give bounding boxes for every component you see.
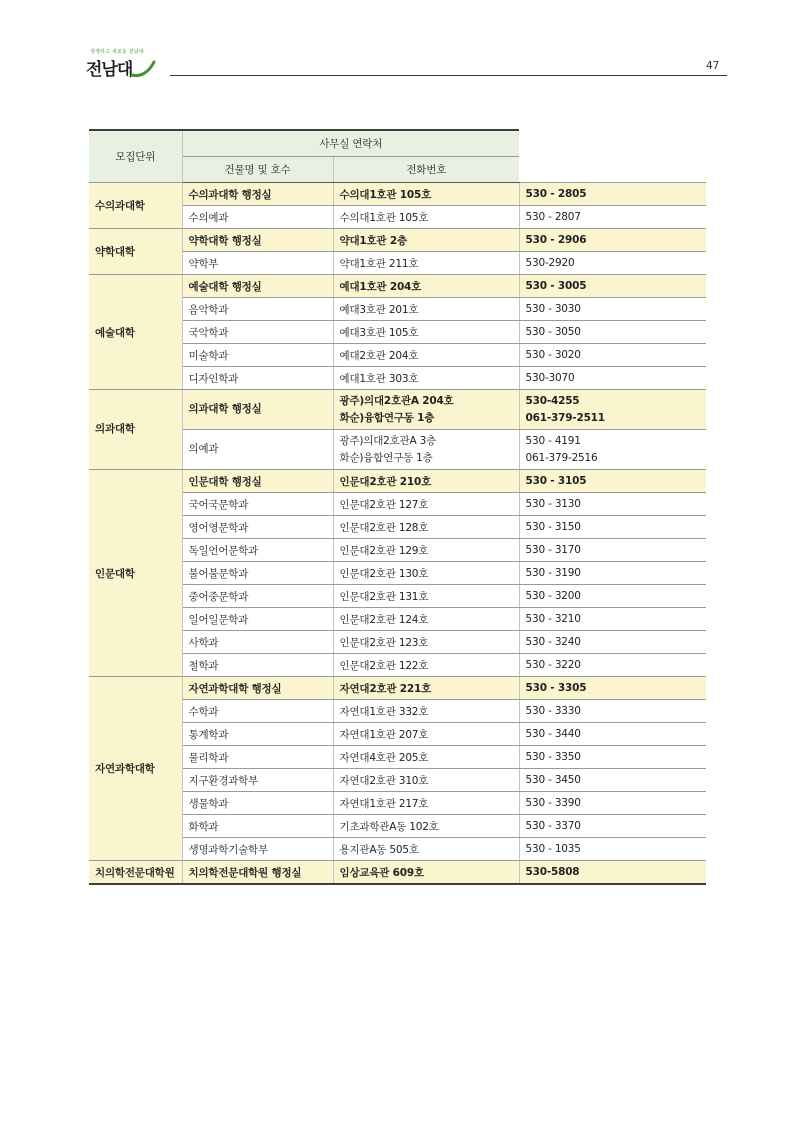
building-room: 임상교육관 609호 xyxy=(333,861,519,885)
building-room: 인문대2호관 210호 xyxy=(333,470,519,493)
phone-number: 530 - 3130 xyxy=(519,493,706,516)
building-room: 자연대1호관 207호 xyxy=(333,723,519,746)
office-contacts-table xyxy=(89,129,706,885)
phone-number-line: 530 - 4191 xyxy=(525,435,581,448)
building-room: 수의대1호관 105호 xyxy=(333,183,519,206)
table-row-office xyxy=(89,275,706,298)
table-row-office xyxy=(89,390,706,430)
table-row xyxy=(89,252,706,275)
department-name: 불어불문학과 xyxy=(182,562,333,585)
phone-number: 530 - 3050 xyxy=(519,321,706,344)
phone-number: 530 - 3305 xyxy=(519,677,706,700)
table-row-office xyxy=(89,677,706,700)
department-name: 약학대학 행정실 xyxy=(182,229,333,252)
phone-number: 530 - 3240 xyxy=(519,631,706,654)
phone-number: 530 - 3330 xyxy=(519,700,706,723)
building-room: 수의대1호관 105호 xyxy=(333,206,519,229)
table-row-office xyxy=(89,470,706,493)
logo-text: 전남대 xyxy=(86,60,133,80)
phone-number: 530 - 3350 xyxy=(519,746,706,769)
building-room: 자연대2호관 221호 xyxy=(333,677,519,700)
table-row xyxy=(89,493,706,516)
header-phone: 전화번호 xyxy=(333,157,519,183)
phone-number: 530 - 3450 xyxy=(519,769,706,792)
table-row xyxy=(89,321,706,344)
phone-number: 530 - 3170 xyxy=(519,539,706,562)
department-name: 일어일문학과 xyxy=(182,608,333,631)
department-name: 통계학과 xyxy=(182,723,333,746)
phone-number: 530-3070 xyxy=(519,367,706,390)
phone-number-line: 061-379-2511 xyxy=(525,411,605,424)
building-room: 인문대2호관 123호 xyxy=(333,631,519,654)
building-room: 인문대2호관 122호 xyxy=(333,654,519,677)
department-name: 영어영문학과 xyxy=(182,516,333,539)
table-row xyxy=(89,700,706,723)
table-row xyxy=(89,608,706,631)
header-building: 건물명 및 호수 xyxy=(182,157,333,183)
department-name: 수학과 xyxy=(182,700,333,723)
building-room: 인문대2호관 128호 xyxy=(333,516,519,539)
table-row xyxy=(89,562,706,585)
header-unit: 모집단위 xyxy=(89,130,182,183)
building-room xyxy=(333,430,519,470)
building-room: 예대2호관 204호 xyxy=(333,344,519,367)
department-name: 철학과 xyxy=(182,654,333,677)
building-room: 용지관A동 505호 xyxy=(333,838,519,861)
department-name: 생명과학기술학부 xyxy=(182,838,333,861)
building-room: 인문대2호관 130호 xyxy=(333,562,519,585)
building-room-line: 화순)융합연구동 1층 xyxy=(339,411,435,424)
building-room: 예대1호관 303호 xyxy=(333,367,519,390)
header-contact: 사무실 연락처 xyxy=(182,130,519,157)
college-name: 예술대학 xyxy=(89,275,182,390)
building-room: 기초과학관A동 102호 xyxy=(333,815,519,838)
phone-number: 530 - 3020 xyxy=(519,344,706,367)
table-row xyxy=(89,539,706,562)
table-row xyxy=(89,344,706,367)
phone-number-line: 061-379-2516 xyxy=(525,451,598,464)
building-room: 예대1호관 204호 xyxy=(333,275,519,298)
building-room-line: 화순)융합연구동 1층 xyxy=(339,451,433,464)
table-header-row xyxy=(89,130,706,157)
table-row xyxy=(89,746,706,769)
logo-leaf-icon xyxy=(130,60,156,78)
building-room: 자연대4호관 205호 xyxy=(333,746,519,769)
department-name: 생물학과 xyxy=(182,792,333,815)
phone-number: 530 - 3390 xyxy=(519,792,706,815)
page-number: 47 xyxy=(706,59,720,72)
department-name: 화학과 xyxy=(182,815,333,838)
table-row xyxy=(89,430,706,470)
table-row xyxy=(89,585,706,608)
college-name: 인문대학 xyxy=(89,470,182,677)
phone-number: 530 - 2906 xyxy=(519,229,706,252)
phone-number: 530 - 3030 xyxy=(519,298,706,321)
department-name: 디자인학과 xyxy=(182,367,333,390)
building-room: 약대1호관 2층 xyxy=(333,229,519,252)
building-room: 인문대2호관 127호 xyxy=(333,493,519,516)
phone-number xyxy=(519,430,706,470)
phone-number: 530 - 3440 xyxy=(519,723,706,746)
table-row xyxy=(89,654,706,677)
building-room: 인문대2호관 131호 xyxy=(333,585,519,608)
table-row xyxy=(89,206,706,229)
department-name: 중어중문학과 xyxy=(182,585,333,608)
department-name: 의과대학 행정실 xyxy=(182,390,333,430)
phone-number: 530 - 2805 xyxy=(519,183,706,206)
department-name: 약학부 xyxy=(182,252,333,275)
building-room: 인문대2호관 124호 xyxy=(333,608,519,631)
table-row xyxy=(89,631,706,654)
building-room-line: 광주)의대2호관A 204호 xyxy=(339,395,454,408)
department-name: 사학과 xyxy=(182,631,333,654)
phone-number: 530-2920 xyxy=(519,252,706,275)
college-name: 자연과학대학 xyxy=(89,677,182,861)
building-room-line: 광주)의대2호관A 3층 xyxy=(339,435,437,448)
phone-number: 530 - 3370 xyxy=(519,815,706,838)
phone-number: 530 - 3220 xyxy=(519,654,706,677)
building-room: 예대3호관 105호 xyxy=(333,321,519,344)
department-name: 지구환경과학부 xyxy=(182,769,333,792)
phone-number: 530 - 2807 xyxy=(519,206,706,229)
table-row xyxy=(89,838,706,861)
logo-tagline: 생생하고 새로운 전남대 xyxy=(90,49,144,55)
table-row xyxy=(89,516,706,539)
header-rule xyxy=(170,75,727,76)
building-room: 자연대1호관 332호 xyxy=(333,700,519,723)
building-room: 예대3호관 201호 xyxy=(333,298,519,321)
table-subheader-row xyxy=(89,157,706,183)
department-name: 물리학과 xyxy=(182,746,333,769)
table-row-office xyxy=(89,861,706,885)
table-row xyxy=(89,298,706,321)
department-name: 독일언어문학과 xyxy=(182,539,333,562)
phone-number: 530 - 3105 xyxy=(519,470,706,493)
department-name: 국악학과 xyxy=(182,321,333,344)
building-room: 자연대2호관 310호 xyxy=(333,769,519,792)
department-name: 음악학과 xyxy=(182,298,333,321)
phone-number: 530 - 1035 xyxy=(519,838,706,861)
department-name: 예술대학 행정실 xyxy=(182,275,333,298)
table-row xyxy=(89,792,706,815)
table-row xyxy=(89,769,706,792)
table-row xyxy=(89,723,706,746)
department-name: 수의예과 xyxy=(182,206,333,229)
building-room: 자연대1호관 217호 xyxy=(333,792,519,815)
college-name: 치의학전문대학원 xyxy=(89,861,182,885)
phone-number: 530 - 3005 xyxy=(519,275,706,298)
department-name: 국어국문학과 xyxy=(182,493,333,516)
college-name: 수의과대학 xyxy=(89,183,182,229)
building-room xyxy=(333,390,519,430)
department-name: 자연과학대학 행정실 xyxy=(182,677,333,700)
phone-number: 530 - 3210 xyxy=(519,608,706,631)
table-row-office xyxy=(89,183,706,206)
department-name: 수의과대학 행정실 xyxy=(182,183,333,206)
building-room: 약대1호관 211호 xyxy=(333,252,519,275)
phone-number xyxy=(519,390,706,430)
department-name: 인문대학 행정실 xyxy=(182,470,333,493)
building-room: 인문대2호관 129호 xyxy=(333,539,519,562)
phone-number-line: 530-4255 xyxy=(525,395,580,408)
table-row xyxy=(89,815,706,838)
university-logo xyxy=(86,48,160,82)
table-row-office xyxy=(89,229,706,252)
table-body xyxy=(89,183,706,885)
department-name: 의예과 xyxy=(182,430,333,470)
department-name: 치의학전문대학원 행정실 xyxy=(182,861,333,885)
phone-number: 530 - 3190 xyxy=(519,562,706,585)
college-name: 의과대학 xyxy=(89,390,182,470)
table-row xyxy=(89,367,706,390)
phone-number: 530 - 3150 xyxy=(519,516,706,539)
department-name: 미술학과 xyxy=(182,344,333,367)
college-name: 약학대학 xyxy=(89,229,182,275)
phone-number: 530 - 3200 xyxy=(519,585,706,608)
phone-number: 530-5808 xyxy=(519,861,706,885)
